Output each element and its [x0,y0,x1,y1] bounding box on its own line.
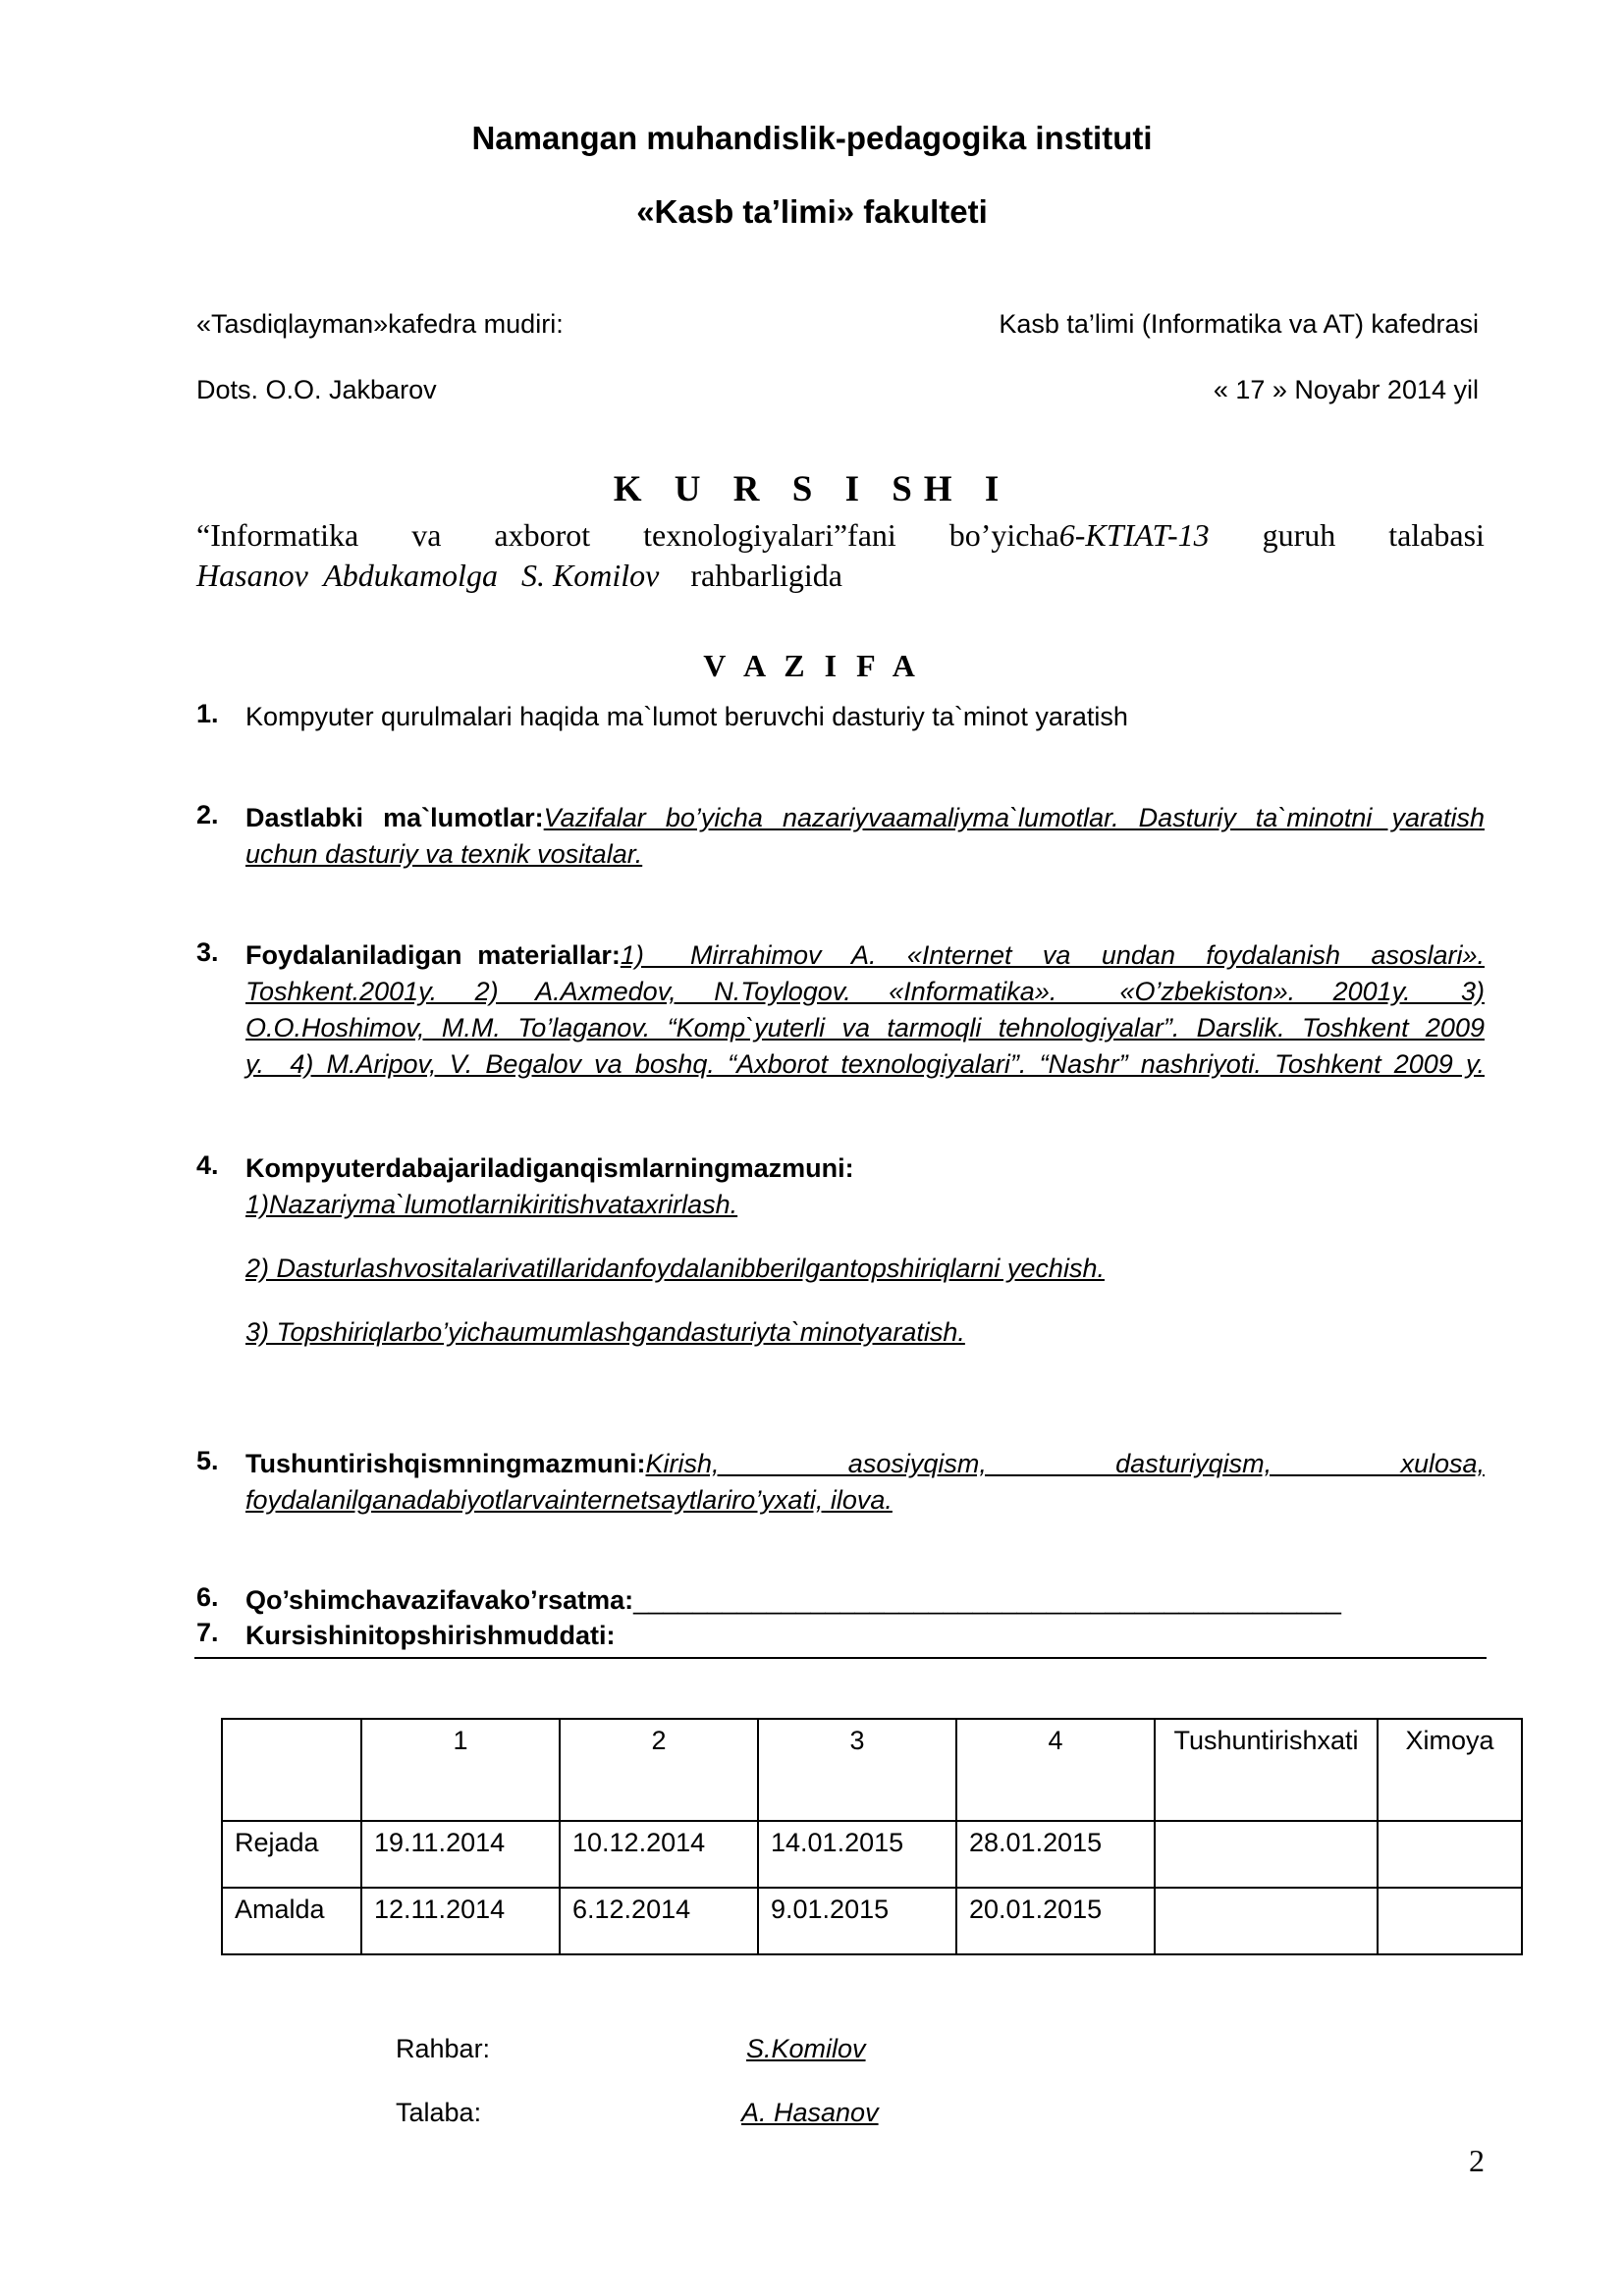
item-5-label: Tushuntirishqismningmazmuni: [245,1449,646,1478]
approval-left-line1: «Tasdiqlayman»kafedra mudiri: [196,309,564,339]
item-4-label: Kompyuterdabajariladiganqismlarningmazmuni: [245,1153,854,1183]
item-3-label: Foydalaniladigan materiallar: [245,940,621,970]
table-cell [1378,1888,1522,1954]
talaba-name: A. Hasanov [741,2098,879,2127]
subject-word: va [411,517,442,553]
table-header-cell: Ximoya [1378,1719,1522,1821]
table-header-cell: 2 [560,1719,758,1821]
supervisor-name: S. Komilov [520,558,660,593]
table-header-row [222,1719,1522,1821]
item-number: 6. [196,1582,219,1612]
item-3 [245,937,1485,1083]
institute-title: Namangan muhandislik-pedagogika instituti [471,120,1153,156]
item-number: 5. [196,1446,219,1475]
item-2-line-2: uchun dasturiy va texnik vositalar. [245,839,643,869]
table-cell: Rejada [222,1821,361,1888]
item-4-line-2: 2) Dasturlashvositalarivatillaridanfoydalanibberilgantopshiriqlarni yechish. [245,1254,1105,1283]
item-5 [245,1446,1485,1519]
table-cell: Amalda [222,1888,361,1954]
item-1-text: Kompyuter qurulmalari haqida ma`lumot beruvchi dasturiy ta`minot yaratish [245,702,1128,731]
table-row [222,1821,1522,1888]
item-6-blank: ________________________________________________ [633,1585,1341,1615]
table-cell [1155,1821,1378,1888]
subject-word: guruh [1262,517,1336,553]
item-4-line-3: 3) Topshiriqlarbo’yichaumumlashgandasturiyta`minotyaratish. [245,1317,965,1347]
item-number: 1. [196,699,219,728]
subject-word: texnologiyalari”fani [643,517,896,553]
approval-date: « 17 » Noyabr 2014 yil [1213,375,1479,404]
document-title: K U R S I SH I [613,469,1011,509]
item-3-line-1: 1) Mirrahimov A. «Internet va undan foydalanish asoslari». [620,940,1485,970]
item-5-line-1: Kirish, asosiyqism, dasturiyqism, xulosa, [645,1449,1485,1478]
subject-word: “Informatika [196,517,359,553]
item-2-label: Dastlabki ma`lumotlar: [245,803,544,832]
approval-left-line2: Dots. O.O. Jakbarov [196,375,437,404]
item-3-line-4: y. 4) M.Aripov, V. Begalov va boshq. “Axborot texnologiyalari”. “Nashr” nashriyoti. Toshkent 2009 y. [245,1049,1485,1079]
item-number: 4. [196,1150,219,1180]
table-header-cell: 1 [361,1719,560,1821]
page-number: 2 [1469,2143,1485,2178]
subject-line [196,517,1485,554]
table-header-cell: Tushuntirishxati [1155,1719,1378,1821]
table-cell: 10.12.2014 [560,1821,758,1888]
item-number: 2. [196,800,219,829]
group-code: 6-KTIAT-13 [1058,517,1210,553]
item-3-line-2: Toshkent.2001y. 2) A.Axmedov, N.Toylogov. «Informatika». «O’zbekiston». 2001y. 3) [245,977,1485,1006]
department-name: Kasb ta’limi (Informatika va AT) kafedrasi [999,309,1479,339]
item-2 [245,800,1485,873]
table-cell [1378,1821,1522,1888]
subject-word: talabasi [1388,517,1485,553]
item-2-line-1: Vazifalar bo’yicha nazariyvaamaliyma`lumotlar. Dasturiy ta`minotni yaratish [543,803,1485,832]
talaba-label: Talaba: [396,2098,482,2127]
subject-word: axborot [494,517,591,553]
table-cell: 19.11.2014 [361,1821,560,1888]
table-row [222,1888,1522,1954]
table-cell: 12.11.2014 [361,1888,560,1954]
item-3-line-3: O.O.Hoshimov, M.M. To’laganov. “Komp`yuterli va tarmoqli tehnologiyalar”. Darslik. Toshkent 2009 [245,1013,1485,1042]
student-name: Hasanov Abdukamolga [196,558,498,593]
item-6 [245,1582,1485,1619]
table-cell: 9.01.2015 [758,1888,956,1954]
task-title: V A Z I F A [703,648,921,683]
table-header-cell: 3 [758,1719,956,1821]
rahbar-name: S.Komilov [746,2034,866,2063]
table-cell [1155,1888,1378,1954]
subject-word-group: bo’yicha6-KTIAT-13 [948,517,1210,553]
table-cell: 28.01.2015 [956,1821,1155,1888]
item-6-label: Qo’shimchavazifavako’rsatma: [245,1585,634,1615]
rahbar-label: Rahbar: [396,2034,491,2063]
table-cell: 20.01.2015 [956,1888,1155,1954]
schedule-table [221,1718,1523,1955]
item-7-label: Kursishinitopshirishmuddati: [245,1621,616,1650]
item-7 [245,1618,1485,1654]
subject-line-2 [196,558,842,594]
item-number: 3. [196,937,219,967]
table-header-cell [222,1719,361,1821]
table-header-cell: 4 [956,1719,1155,1821]
item-7-underline [194,1657,1487,1659]
item-4-line-1: 1)Nazariyma`lumotlarnikiritishvataxrirlash. [245,1190,738,1219]
table-cell: 14.01.2015 [758,1821,956,1888]
item-4 [245,1150,1485,1351]
subject-suffix: rahbarligida [690,558,842,593]
item-number: 7. [196,1618,219,1647]
table-cell: 6.12.2014 [560,1888,758,1954]
item-5-line-2: foydalanilganadabiyotlarvainternetsaytlariro’yxati, ilova. [245,1485,893,1515]
faculty-title: «Kasb ta’limi» fakulteti [636,193,988,230]
